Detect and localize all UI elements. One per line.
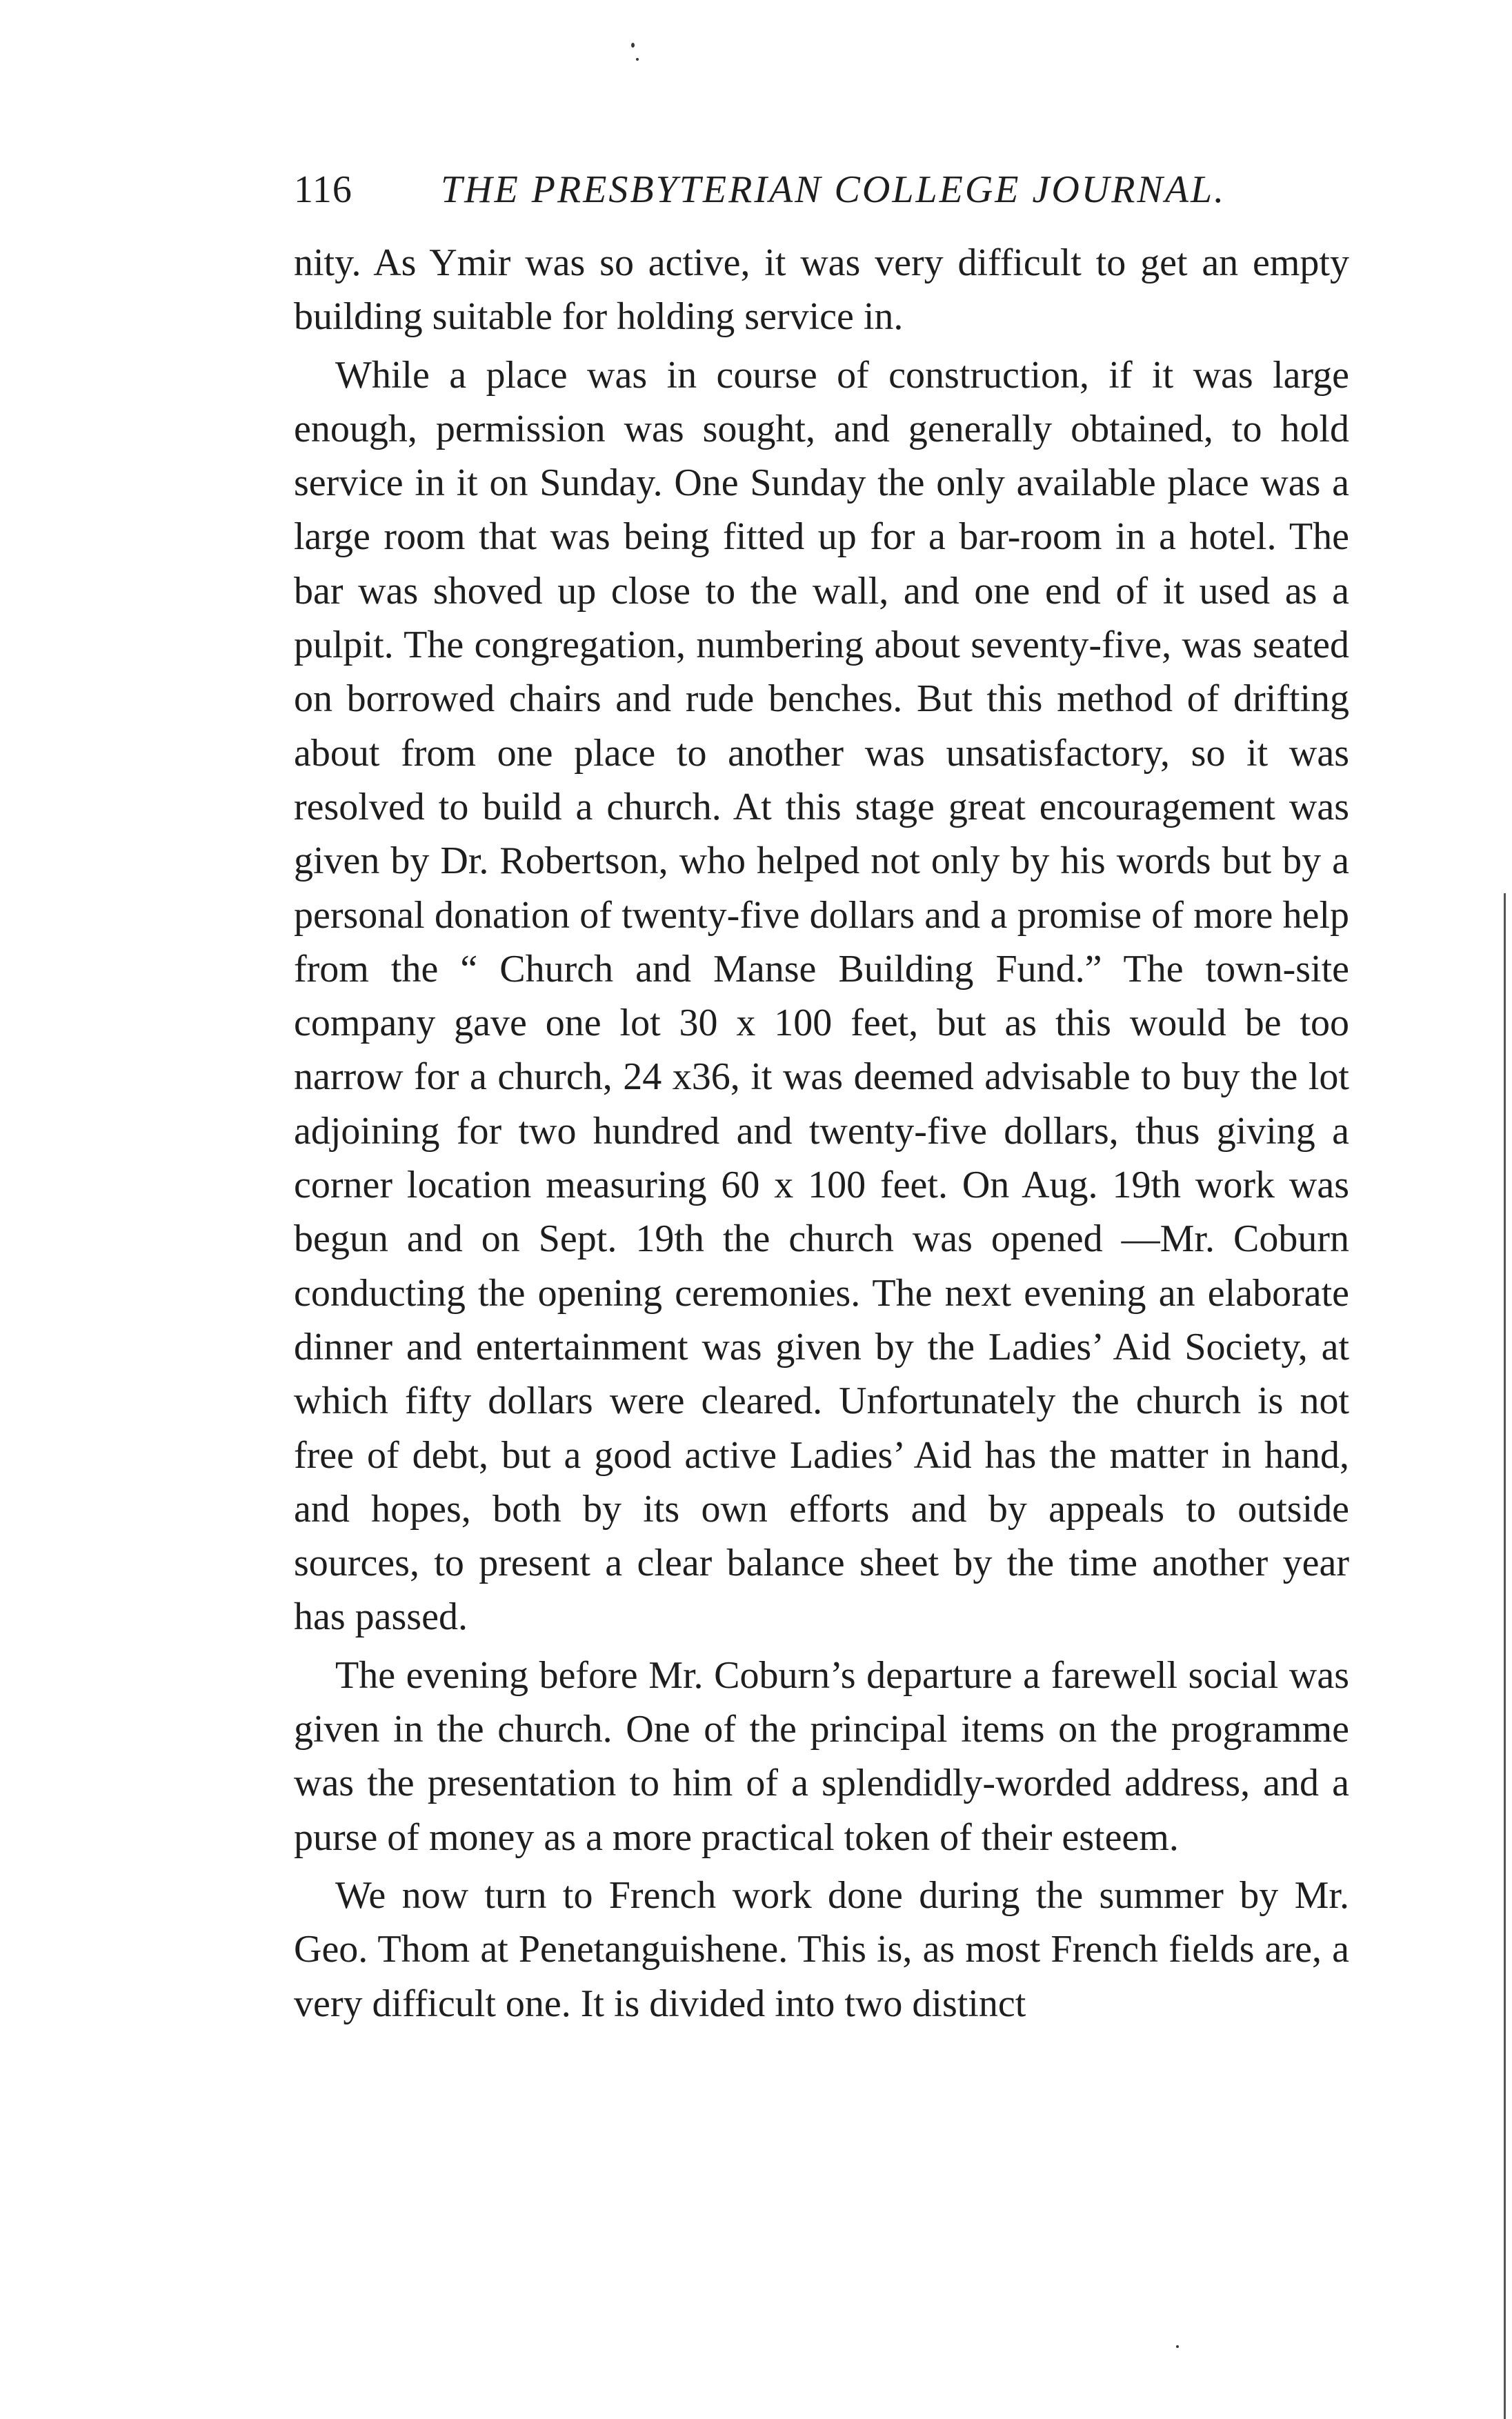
page-header (294, 159, 1363, 221)
page-number: 116 (294, 168, 352, 211)
print-speck (636, 58, 639, 61)
paragraph: The evening before Mr. Coburn’s departure a farewell social was given in the church. One of the principal items on the programme was the presentation to him of a splendidly-worded address, and a purse of money as a more practical token of their esteem. (294, 1653, 1349, 1859)
print-speck (1176, 2345, 1179, 2348)
print-speck (631, 43, 635, 48)
paragraph: While a place was in course of construction, if it was large enough, permission was sought, and generally obtained, to hold service in it on Sunday. One Sunday the only available place was a large room that was being fitted up for a bar-room in a hotel. The bar was shoved up close to the wall, and one end of it used as a pulpit. The congregation, numbering about seventy-five, was seated on borrowed chairs and rude benches. But this method of drifting about from one place to another was unsatisfactory, so it was resolved to build a church. At this stage great encouragement was given by Dr. Robertson, who helped not only by his words but by a personal donation of twenty-five dollars and a promise of more help from the “ Church and Manse Building Fund.” The town-site company gave one lot 30 x 100 feet, but as this would be too narrow for a church, 24 x36, it was deemed advisable to buy the lot adjoining for two hundred and twenty-five dollars, thus giving a corner location measuring 60 x 100 feet. On Aug. 19th work was begun and on Sept. 19th the church was opened —Mr. Coburn conducting the opening ceremonies. The next evening an elaborate dinner and entertainment was given by the Ladies’ Aid Society, at which fifty dollars were cleared. Unfortunately the church is not free of debt, but a good active Ladies’ Aid has the matter in hand, and hopes, both by its own efforts and by appeals to outside sources, to present a clear balance sheet by the time another year has passed. (294, 353, 1349, 1639)
running-title: THE PRESBYTERIAN COLLEGE JOURNAL. (441, 168, 1226, 211)
paragraph: We now turn to French work done during the summer by Mr. Geo. Thom at Penetanguishene. This is, as most French fields are, a very difficult one. It is divided into two distinct (294, 1873, 1349, 2025)
body-text (294, 236, 1349, 2031)
paragraph: nity. As Ymir was so active, it was very difficult to get an empty building suitable for holding service in. (294, 241, 1349, 339)
scan-edge-line (1504, 893, 1506, 2419)
